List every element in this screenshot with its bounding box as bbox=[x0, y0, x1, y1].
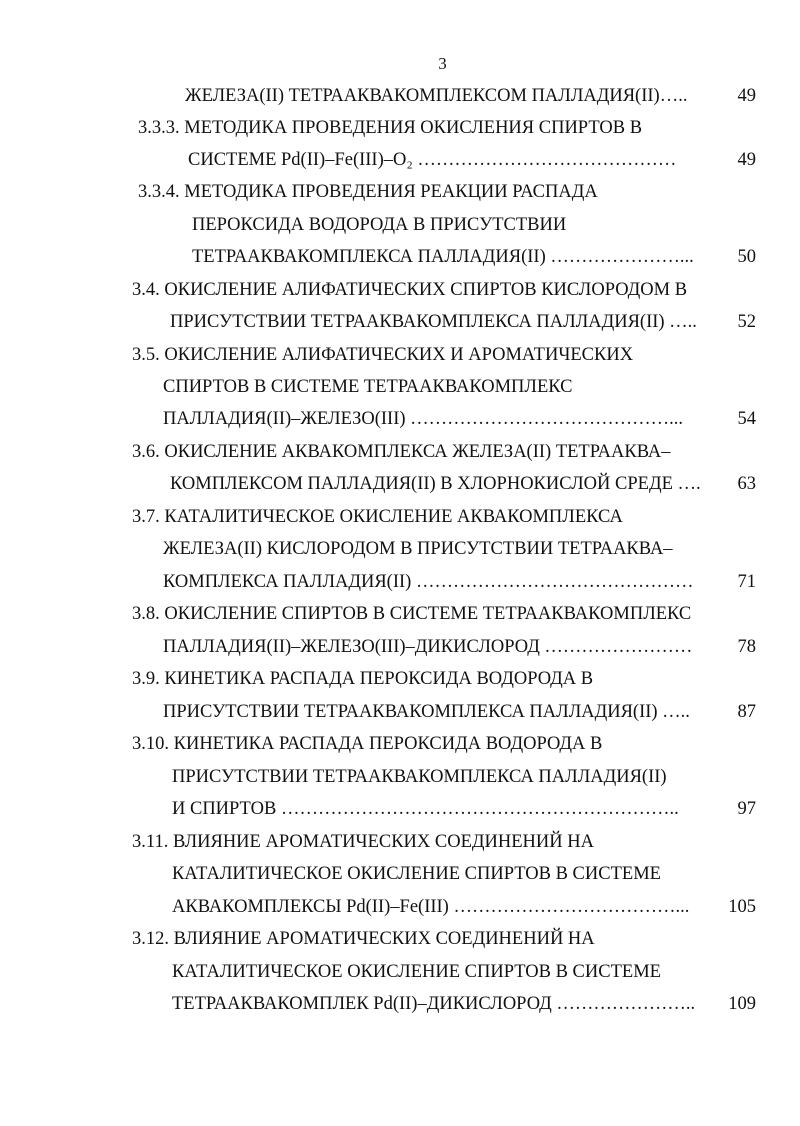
toc-entry-line: ПАЛЛАДИЯ(II)–ЖЕЛЕЗО(III) ……………………………………... bbox=[163, 409, 684, 429]
toc-entry-line: ПРИСУТСТВИИ ТЕТРААКВАКОМПЛЕКСА ПАЛЛАДИЯ(II) ….. bbox=[163, 702, 690, 722]
toc-entry-line: СПИРТОВ В СИСТЕМЕ ТЕТРААКВАКОМПЛЕКС bbox=[163, 377, 573, 397]
toc-entry-line: 3.10. КИНЕТИКА РАСПАДА ПЕРОКСИДА ВОДОРОДА В bbox=[132, 734, 603, 754]
toc-entry-line: 3.9. КИНЕТИКА РАСПАДА ПЕРОКСИДА ВОДОРОДА В bbox=[132, 669, 594, 689]
toc-entry-line: СИСТЕМЕ Pd(II)–Fe(III)–O₂ …………………………………… bbox=[188, 150, 677, 170]
toc-page-number: 87 bbox=[737, 702, 756, 722]
toc-entry-line: ЖЕЛЕЗА(II) ТЕТРААКВАКОМПЛЕКСОМ ПАЛЛАДИЯ(II)….. bbox=[185, 86, 688, 106]
toc-entry-line: КОМПЛЕКСОМ ПАЛЛАДИЯ(II) В ХЛОРНОКИСЛОЙ СРЕДЕ …. bbox=[170, 474, 701, 494]
toc-entry-line: ТЕТРААКВАКОМПЛЕК Pd(II)–ДИКИСЛОРОД ………………….. bbox=[172, 994, 696, 1014]
toc-entry-line: КАТАЛИТИЧЕСКОЕ ОКИСЛЕНИЕ СПИРТОВ В СИСТЕМЕ bbox=[172, 864, 661, 884]
toc-entry-line: 3.8. ОКИСЛЕНИЕ СПИРТОВ В СИСТЕМЕ ТЕТРААКВАКОМПЛЕКС bbox=[132, 604, 692, 624]
toc-page-number: 52 bbox=[737, 312, 756, 332]
toc-entry-line: 3.7. КАТАЛИТИЧЕСКОЕ ОКИСЛЕНИЕ АКВАКОМПЛЕКСА bbox=[132, 507, 623, 527]
toc-entry-line: 3.4. ОКИСЛЕНИЕ АЛИФАТИЧЕСКИХ СПИРТОВ КИСЛОРОДОМ В bbox=[132, 280, 688, 300]
toc-entry-line: 3.3.3. МЕТОДИКА ПРОВЕДЕНИЯ ОКИСЛЕНИЯ СПИРТОВ В bbox=[138, 118, 643, 138]
toc-page-number: 105 bbox=[728, 897, 756, 917]
toc-entry-line: КАТАЛИТИЧЕСКОЕ ОКИСЛЕНИЕ СПИРТОВ В СИСТЕМЕ bbox=[172, 962, 661, 982]
toc-page-number: 97 bbox=[737, 799, 756, 819]
toc-entry-line: 3.12. ВЛИЯНИЕ АРОМАТИЧЕСКИХ СОЕДИНЕНИЙ НА bbox=[132, 929, 595, 949]
toc-entry-line: 3.6. ОКИСЛЕНИЕ АКВАКОМПЛЕКСА ЖЕЛЕЗА(II) ТЕТРААКВА– bbox=[132, 442, 671, 462]
toc-page-number: 54 bbox=[737, 409, 756, 429]
toc-page-number: 50 bbox=[737, 247, 756, 267]
toc-entry-line: 3.3.4. МЕТОДИКА ПРОВЕДЕНИЯ РЕАКЦИИ РАСПАДА bbox=[138, 182, 598, 202]
toc-entry-line: 3.5. ОКИСЛЕНИЕ АЛИФАТИЧЕСКИХ И АРОМАТИЧЕСКИХ bbox=[132, 345, 634, 365]
toc-page-number: 49 bbox=[737, 86, 756, 106]
toc-page-number: 63 bbox=[737, 474, 756, 494]
toc-entry-line: 3.11. ВЛИЯНИЕ АРОМАТИЧЕСКИХ СОЕДИНЕНИЙ НА bbox=[132, 832, 594, 852]
toc-entry-line: КОМПЛЕКСА ПАЛЛАДИЯ(II) ……………………………………… bbox=[163, 572, 694, 592]
toc-page-number: 78 bbox=[737, 637, 756, 657]
toc-entry-line: ПАЛЛАДИЯ(II)–ЖЕЛЕЗО(III)–ДИКИСЛОРОД …………………… bbox=[163, 637, 693, 657]
toc-entry-line: АКВАКОМПЛЕКСЫ Pd(II)–Fe(III) ………………………………... bbox=[172, 897, 690, 917]
toc-page-number: 71 bbox=[737, 572, 756, 592]
toc-entry-line: ПРИСУТСТВИИ ТЕТРААКВАКОМПЛЕКСА ПАЛЛАДИЯ(II) bbox=[172, 767, 667, 787]
toc-entry-line: ТЕТРААКВАКОМПЛЕКСА ПАЛЛАДИЯ(II) …………………... bbox=[192, 247, 694, 267]
page-number: 3 bbox=[438, 54, 447, 73]
toc-entry-line: ПРИСУТСТВИИ ТЕТРААКВАКОМПЛЕКСА ПАЛЛАДИЯ(II) ….. bbox=[170, 312, 697, 332]
toc-entry-line: ПЕРОКСИДА ВОДОРОДА В ПРИСУТСТВИИ bbox=[192, 215, 567, 235]
toc-entry-line: И СПИРТОВ ……………………………………………………….. bbox=[172, 799, 679, 819]
toc-page-number: 109 bbox=[728, 994, 756, 1014]
toc-page-number: 49 bbox=[737, 150, 756, 170]
toc-entry-line: ЖЕЛЕЗА(II) КИСЛОРОДОМ В ПРИСУТСТВИИ ТЕТРААКВА– bbox=[163, 539, 673, 559]
